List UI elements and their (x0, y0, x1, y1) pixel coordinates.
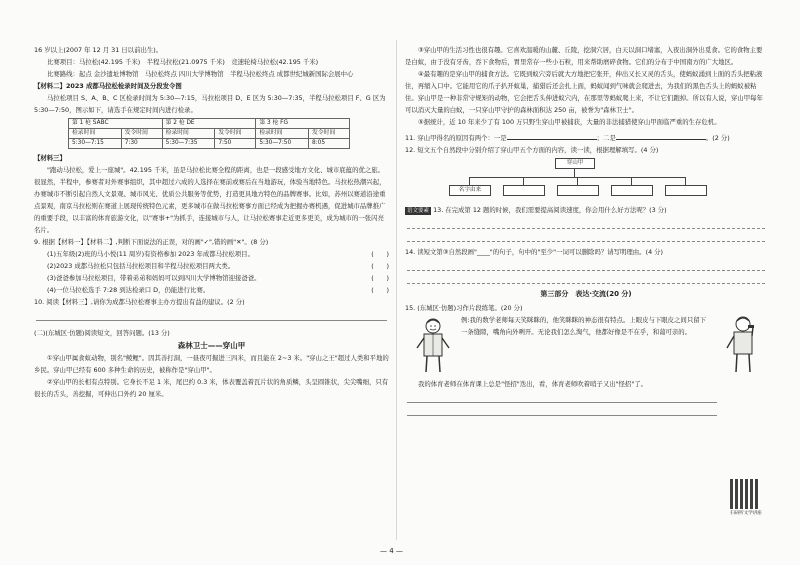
material-3-heading: 【材料三】 (34, 154, 66, 162)
answer-line[interactable] (407, 229, 765, 242)
page-number: — 4 — (380, 547, 403, 555)
table-subheader: 发令时间 (215, 129, 256, 139)
table-subheader: 发令时间 (121, 129, 162, 139)
story-paragraph-4: ④最有趣的是穿山甲的捕食方法。它既到蚁穴旁后就大方地把它张开，伸出又长又灵的舌头，使蚂蚁涌到上面的舌头把粘液住，再缩入口中。它能用它的爪子扒开蚁巢，捕猎后还会扎上面，蚂蚁闻到气味就会爬进去，为我们的黑色舌头上的蚂蚁被粘住。穿山甲是一种非常守规矩的动物，它会把舌头伸进蚁穴内，在那里等蚂蚁爬上来，不让它们跑掉。所以有人说，穿山甲每年可以消灭大量的白蚁，一只穿山甲守护的森林面积达 250 亩，被誉为"森林卫士"。 (405, 70, 763, 114)
table-header: 第 3 枪 FG (256, 119, 350, 129)
table-cell: 7:30 (121, 139, 162, 149)
question-15: 15. (东城区·仿题)习作片段练笔。(20 分) (405, 304, 523, 312)
answer-line[interactable] (407, 271, 765, 284)
question-10: 10. 阅读【材料三】,请你为成都马拉松赛事主办方提出有益的建议。(2 分) (34, 298, 245, 306)
answer-blank[interactable] (507, 131, 597, 140)
diagram-connector (469, 177, 470, 185)
answer-blank[interactable] (616, 131, 706, 140)
qr-caption: 扫码听文学讲座 (730, 511, 762, 516)
eligibility-text: 16 岁以上(2007 年 12 月 31 日以前出生)。 (34, 46, 163, 54)
events-text: 比赛项目：马拉松(42.195 千米) 半程马拉松(21.0975 千米) 竞速轮椅马拉松(42.195 千米) (47, 58, 319, 66)
diagram-blank-box[interactable] (557, 185, 599, 196)
material-2-body: 马拉松项目 S、A、B、C 区检录时间为 5:30—7:15，马拉松项目 D、E 区为 5:30—7:35，半程马拉松项目 F、G 区为 5:30—7:50，图示如下，请选手在规定时间内进行检录。 (34, 94, 386, 114)
route-text: 比赛路线：起点 金沙遗址博物馆 马拉松终点 四川大学博物馆 半程马拉松终点 成都世纪城新国际会展中心 (47, 70, 354, 78)
table-subheader: 检录时间 (256, 129, 309, 139)
story-paragraph-2: ②穿山甲的长相有点特别。它身长不足 1 米，尾巴约 0.3 米，体表覆盖着瓦片状的角质鳞，头呈圆锥状，尖尖嘴细，只有很长的舌头，善挖掘，可伸出口外约 20 厘米。 (34, 378, 389, 398)
qr-code-icon[interactable] (730, 479, 760, 509)
question-9: 9. 根据【材料一】【材料二】,判断下面说法的正误，对的画"✓",错的画"✕"。(8 分) (34, 238, 269, 246)
story-paragraph-3: ③穿山甲的生活习性也很有趣。它喜欢温暖的山麓、丘陵，挖洞穴居，白天以洞口堵塞，入夜出洞外出觅食。它的食物主要是白蚁，由于没有牙齿，吞下食物后，胃里常存一些小石粒，用来帮助磨碎食物。它们的分布于中国南方的广大地区。 (405, 46, 763, 66)
q9-item-4: (4)一位马拉松选手 7:28 到达检录口 D，仍能进行比赛。 ( ) (47, 286, 389, 294)
diagram-blank-box[interactable] (503, 185, 545, 196)
diagram-blank-box[interactable] (611, 185, 653, 196)
diagram-connector (577, 177, 578, 185)
diagram-root-box: 穿山甲 (555, 158, 595, 169)
answer-line[interactable] (407, 403, 717, 416)
table-subheader: 发令时间 (309, 129, 350, 139)
teacher-illustration-icon (411, 316, 455, 376)
material-2-heading: 【材料二】2023 成都马拉松检录时间及分段发令图 (34, 82, 182, 90)
writing-prompt: 我的体育老师在体育课上总是"怪招"迭出，看，体育老师吹着哨子又出"怪招"了。 (418, 380, 648, 388)
table-cell: 5:30—7:15 (69, 139, 122, 149)
example-paragraph: 例:我的数学老师每天笑眯眯的，他笑眯眯的神态很有特点。上眼皮与下眼皮之间只留下一条缝隙，嘴角向外咧开。无论我们怎么淘气，他都好像是不在乎，和蔼可亲的。 (461, 316, 706, 336)
table-cell: 7:50 (215, 139, 256, 149)
table-subheader: 检录时间 (69, 129, 122, 139)
left-column (34, 44, 389, 400)
writing-example (405, 314, 767, 378)
table-header: 第 1 枪 SABC (69, 119, 163, 129)
answer-line[interactable] (36, 308, 387, 321)
diagram-connector (574, 168, 575, 177)
answer-line[interactable] (407, 216, 765, 229)
diagram-box-name-origin: 名字由来 (449, 185, 491, 196)
story-paragraph-1: ①穿山甲属食蚁动物，别名"鲮鲤"。因其善打洞，一昼夜可掘进三四米，而且能在 2~3 米。"穿山之王"超过人类和平地的乡民。穿山甲已经有 600 多种生命的历史，被称作是"穿山甲"。 (34, 354, 389, 374)
diagram-blank-box[interactable] (665, 185, 707, 196)
question-13: 语文要素 13. 在完成第 12 题的时候，我们需要提高阅读速度，你会用什么好方法呢？(3 分) (407, 206, 667, 214)
start-time-table (68, 118, 350, 149)
material-3-body: "跑动马拉松，爱上一座城"。42.195 千米，虽是马拉松比赛全程的距离，也是一段感受地方文化、城市底蕴的优之旅。很显然，半程中，参赛者对外赛事组织，其中超过六成的人选择在赛前或赛后在当地游玩，体验当地特色。马拉松热潮兴起，办赛城市不断引起自然人文景观、城市风光、优质公共服务等优势，打造更具地方特色的品牌赛事。比如，苏州以赛道沿途重点景观，南京马拉松则在赛道上展现传统特色元素，更多城市在做马拉松赛事方面已经成为把握办赛机遇，促进城市品牌推广的重要手段，以丰富的体育旅游文化，以"赛事+"为抓手，连接城市与人，让马拉松赛事走近更多更美，成为城市的一张闪亮名片。 (34, 166, 386, 234)
q9-item-3: (3)爸爸参加马拉松项目，带着弟弟和妈妈可以到四川大学博物馆迎接爸爸。 ( ) (47, 274, 389, 282)
answer-line[interactable] (407, 390, 717, 403)
question-12: 12. 短文五个自然段中分别介绍了穿山甲五个方面的内容，读一读，根据理解填写。(4 分) (405, 146, 659, 154)
story-paragraph-5: ⑤据统计，近 10 年来少了有 100 万只野生穿山甲被捕获，大量的非法捕猎使穿山甲面临严重的生存危机。 (418, 118, 721, 126)
column-divider (396, 40, 397, 540)
q9-item-1: (1)五年级(2)班的马小悦(11 周岁)有资格参加 2023 年成都马拉松项目。 ( ) (47, 250, 389, 258)
question-11: 11. 穿山甲得名的原因有两个：一是 ；二是 。(2 分) (405, 131, 767, 144)
answer-parens[interactable]: ( ) (371, 262, 389, 270)
part-2-heading: (二)(东城区·仿题)阅读短文，回答问题。(13 分) (34, 329, 170, 337)
story-title: 森林卫士——穿山甲 (177, 341, 246, 350)
answer-line[interactable] (407, 258, 765, 271)
table-subheader: 检录时间 (162, 129, 215, 139)
content-diagram (405, 158, 767, 202)
question-14: 14. 读短文第③自然段画"____"的句子，句中的"至少"一词可以删除吗？请写明理由。(4 分) (405, 248, 664, 256)
element-tag: 语文要素 (407, 208, 430, 214)
table-cell: 8:05 (309, 139, 350, 149)
pe-teacher-whistle-icon (723, 314, 765, 376)
right-column (405, 44, 767, 416)
table-cell: 5:30—7:50 (256, 139, 309, 149)
diagram-connector (523, 177, 524, 185)
diagram-connector (685, 177, 686, 185)
diagram-connector (631, 177, 632, 185)
part-3-heading: 第三部分 表达·交流(20 分) (540, 290, 632, 298)
answer-parens[interactable]: ( ) (371, 250, 389, 258)
answer-parens[interactable]: ( ) (371, 286, 389, 294)
q9-item-2: (2)2023 成都马拉松只包括马拉松项目和半程马拉松项目两大类。 ( ) (47, 262, 389, 270)
table-header: 第 2 枪 DE (162, 119, 256, 129)
answer-parens[interactable]: ( ) (371, 274, 389, 282)
table-cell: 5:30—7:35 (162, 139, 215, 149)
